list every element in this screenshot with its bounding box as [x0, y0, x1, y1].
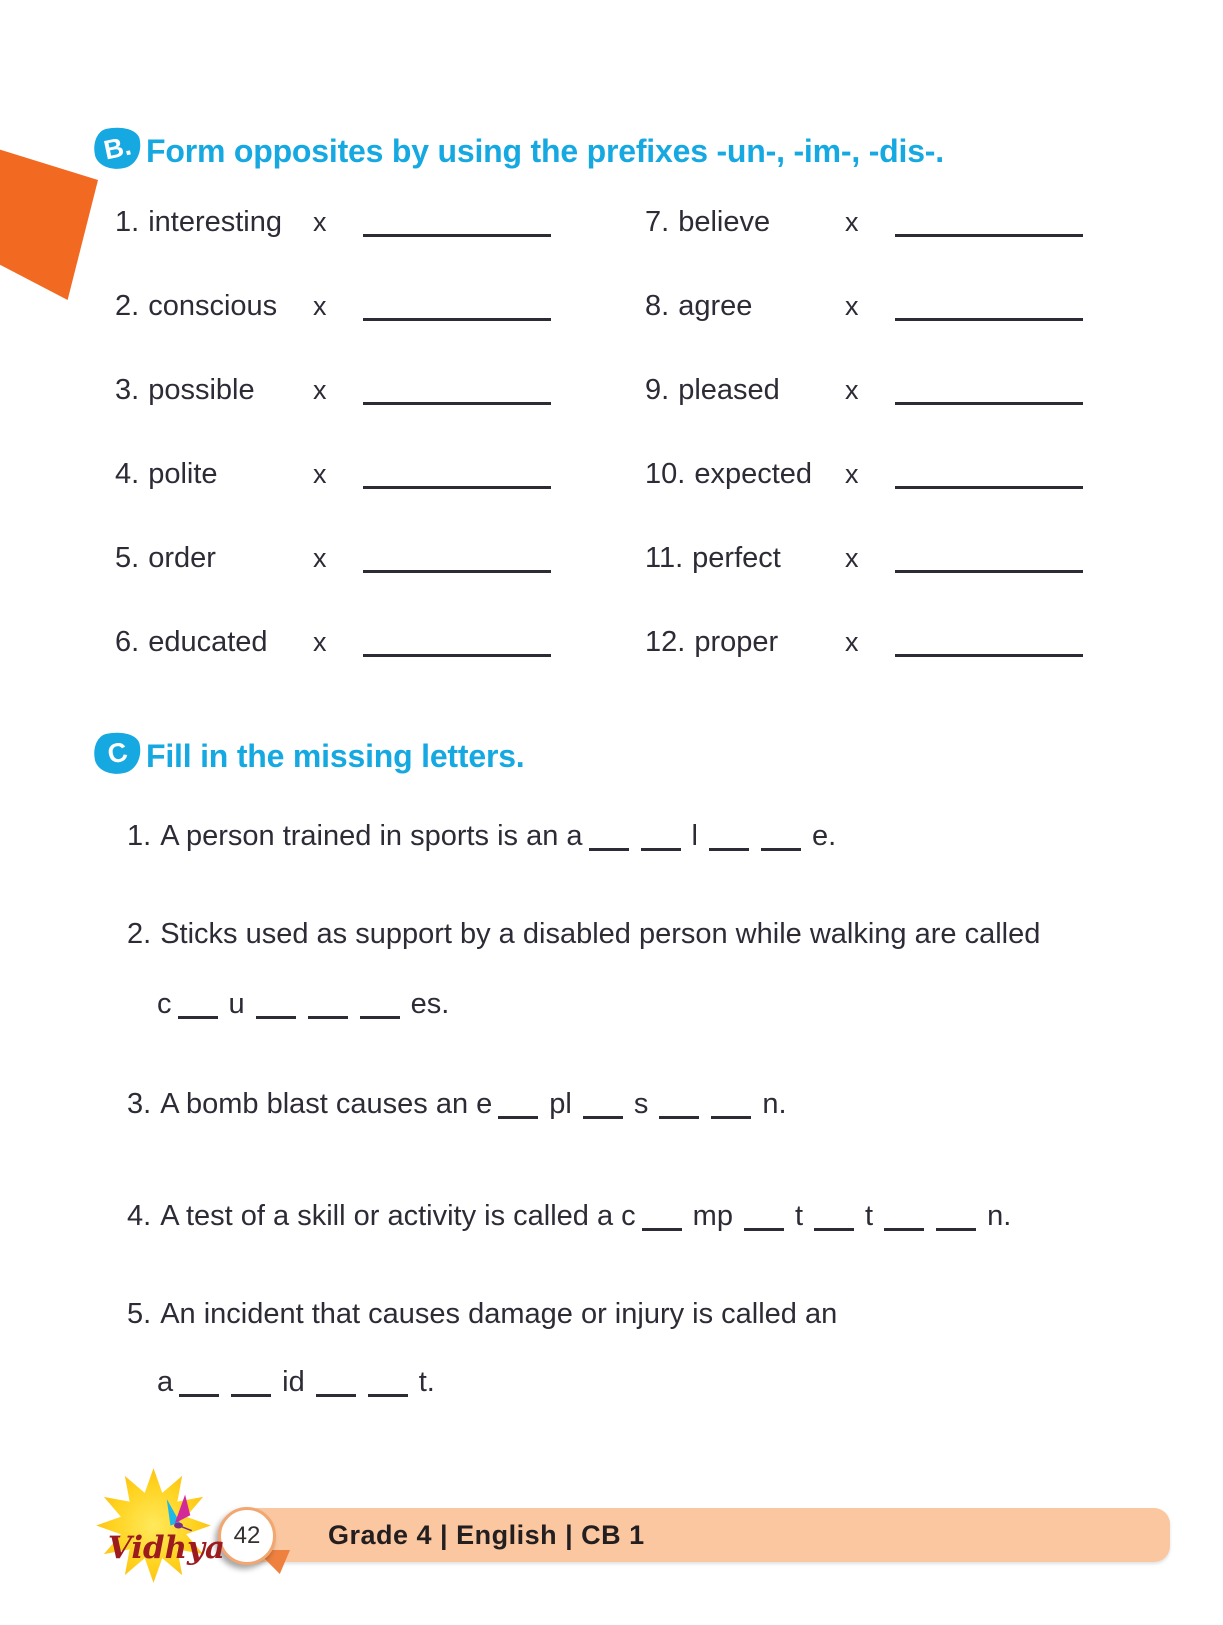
- item-text: A bomb blast causes an e: [160, 1088, 493, 1120]
- opposite-row-4: [115, 458, 645, 542]
- side-tab-shape: [0, 140, 98, 300]
- opposite-row-8: [645, 290, 1115, 374]
- item-text: s: [633, 1088, 649, 1120]
- letter-blank: [711, 1090, 751, 1119]
- item-number: 11.: [645, 542, 684, 574]
- item-text: agree: [678, 290, 753, 322]
- item-word: [115, 206, 313, 239]
- item-word: [645, 290, 845, 323]
- letter-blank: [368, 1368, 408, 1397]
- item-number: 4.: [127, 1200, 152, 1232]
- item-text: polite: [148, 458, 218, 490]
- item-text: e.: [812, 820, 837, 852]
- footer-bar: [242, 1508, 1170, 1562]
- opposite-mark: x: [313, 375, 327, 405]
- letter-blank: [583, 1090, 623, 1119]
- item-number: 2.: [115, 290, 140, 322]
- section-b-badge-letter: B.: [101, 130, 134, 165]
- opposite-mark: x: [313, 291, 327, 321]
- fill-item-2-line1: [127, 918, 1040, 951]
- section-c-badge: [90, 728, 145, 779]
- item-word: [115, 458, 313, 491]
- answer-blank: [363, 566, 551, 573]
- opposite-mark: x: [313, 207, 327, 237]
- item-word: [115, 542, 313, 575]
- item-word: [645, 542, 845, 575]
- answer-blank: [895, 482, 1083, 489]
- opposite-mark: x: [313, 627, 327, 657]
- letter-blank: [709, 822, 749, 851]
- fill-item-4: [127, 1200, 1016, 1233]
- answer-blank: [895, 314, 1083, 321]
- item-word: [115, 290, 313, 323]
- item-text: id: [282, 1366, 305, 1398]
- letter-blank: [659, 1090, 699, 1119]
- opposite-mark: x: [313, 459, 327, 489]
- item-word: [115, 374, 313, 407]
- letter-blank: [316, 1368, 356, 1397]
- opposite-row-10: [645, 458, 1115, 542]
- item-number: 7.: [645, 206, 670, 238]
- item-text: t: [794, 1200, 804, 1232]
- page-number: 42: [233, 1522, 261, 1549]
- item-number: 3.: [115, 374, 140, 406]
- opposite-row-7: [645, 206, 1115, 290]
- fill-item-1: [127, 820, 841, 853]
- item-text: possible: [148, 374, 255, 406]
- item-text: pleased: [678, 374, 780, 406]
- item-number: 12.: [645, 626, 686, 658]
- letter-blank: [761, 822, 801, 851]
- answer-blank: [895, 650, 1083, 657]
- answer-blank: [895, 566, 1083, 573]
- opposite-mark: x: [313, 543, 327, 573]
- logo-script: Vidhya: [107, 1529, 226, 1566]
- fill-item-2-line2: [157, 988, 454, 1021]
- answer-blank: [363, 482, 551, 489]
- item-number: 5.: [127, 1298, 152, 1330]
- item-text: Sticks used as support by a disabled person while walking are called: [160, 918, 1041, 950]
- opposite-mark: x: [845, 459, 859, 489]
- opposite-mark: x: [845, 207, 859, 237]
- item-text: n.: [987, 1200, 1012, 1232]
- item-text: a: [157, 1366, 174, 1398]
- item-text: believe: [678, 206, 771, 238]
- item-number: 9.: [645, 374, 670, 406]
- item-text: educated: [148, 626, 268, 658]
- item-word: [115, 626, 313, 659]
- item-number: 2.: [127, 918, 152, 950]
- opposite-row-6: [115, 626, 645, 710]
- item-text: interesting: [148, 206, 282, 238]
- answer-blank: [363, 650, 551, 657]
- answer-blank: [895, 230, 1083, 237]
- opposite-row-9: [645, 374, 1115, 458]
- section-c-badge-letter: C: [104, 735, 131, 770]
- answer-blank: [895, 398, 1083, 405]
- opposite-mark: x: [845, 543, 859, 573]
- item-text: A person trained in sports is an a: [160, 820, 583, 852]
- fill-item-3: [127, 1088, 792, 1121]
- item-text: mp: [692, 1200, 733, 1232]
- item-number: 1.: [115, 206, 140, 238]
- letter-blank: [744, 1202, 784, 1231]
- item-text: pl: [549, 1088, 572, 1120]
- item-text: An incident that causes damage or injury is called an: [160, 1298, 838, 1330]
- fill-item-5-line2: [157, 1366, 440, 1399]
- item-number: 6.: [115, 626, 140, 658]
- item-text: es.: [410, 988, 450, 1020]
- letter-blank: [641, 822, 681, 851]
- item-text: A test of a skill or activity is called a c: [160, 1200, 636, 1232]
- section-b-badge: [90, 123, 145, 174]
- opposites-exercise: [115, 206, 1115, 710]
- opposite-mark: x: [845, 627, 859, 657]
- item-number: 1.: [127, 820, 152, 852]
- letter-blank: [642, 1202, 682, 1231]
- opposite-mark: x: [845, 375, 859, 405]
- book-label: Grade 4 | English | CB 1: [328, 1519, 645, 1550]
- item-number: 8.: [645, 290, 670, 322]
- letter-blank: [814, 1202, 854, 1231]
- letter-blank: [231, 1368, 271, 1397]
- item-word: [645, 206, 845, 239]
- item-number: 4.: [115, 458, 140, 490]
- item-text: t.: [418, 1366, 435, 1398]
- item-text: t: [865, 1200, 874, 1232]
- item-text: perfect: [692, 542, 781, 574]
- item-word: [645, 374, 845, 407]
- item-word: [645, 458, 845, 491]
- item-text: l: [691, 820, 698, 852]
- item-text: expected: [694, 458, 813, 490]
- opposite-row-12: [645, 626, 1115, 710]
- letter-blank: [179, 1368, 219, 1397]
- letter-blank: [589, 822, 629, 851]
- letter-blank: [936, 1202, 976, 1231]
- section-b-title: Form opposites by using the prefixes -un-, -im-, -dis-.: [146, 133, 944, 169]
- answer-blank: [363, 314, 551, 321]
- item-number: 5.: [115, 542, 140, 574]
- letter-blank: [360, 990, 400, 1019]
- opposite-row-1: [115, 206, 645, 290]
- letter-blank: [256, 990, 296, 1019]
- item-word: [645, 626, 845, 659]
- section-c-title: Fill in the missing letters.: [146, 738, 525, 774]
- item-number: 10.: [645, 458, 686, 490]
- opposite-row-2: [115, 290, 645, 374]
- vidhya-logo: [80, 1468, 227, 1583]
- opposite-row-3: [115, 374, 645, 458]
- letter-blank: [498, 1090, 538, 1119]
- opposite-row-5: [115, 542, 645, 626]
- answer-blank: [363, 398, 551, 405]
- letter-blank: [884, 1202, 924, 1231]
- item-text: c: [157, 988, 172, 1020]
- fill-item-5-line1: [127, 1298, 837, 1331]
- letter-blank: [308, 990, 348, 1019]
- letter-blank: [178, 990, 218, 1019]
- item-text: n.: [762, 1088, 787, 1120]
- opposite-mark: x: [845, 291, 859, 321]
- item-text: order: [148, 542, 216, 574]
- item-text: u: [228, 988, 245, 1020]
- opposite-row-11: [645, 542, 1115, 626]
- item-text: conscious: [148, 290, 278, 322]
- item-text: proper: [694, 626, 779, 658]
- answer-blank: [363, 230, 551, 237]
- item-number: 3.: [127, 1088, 152, 1120]
